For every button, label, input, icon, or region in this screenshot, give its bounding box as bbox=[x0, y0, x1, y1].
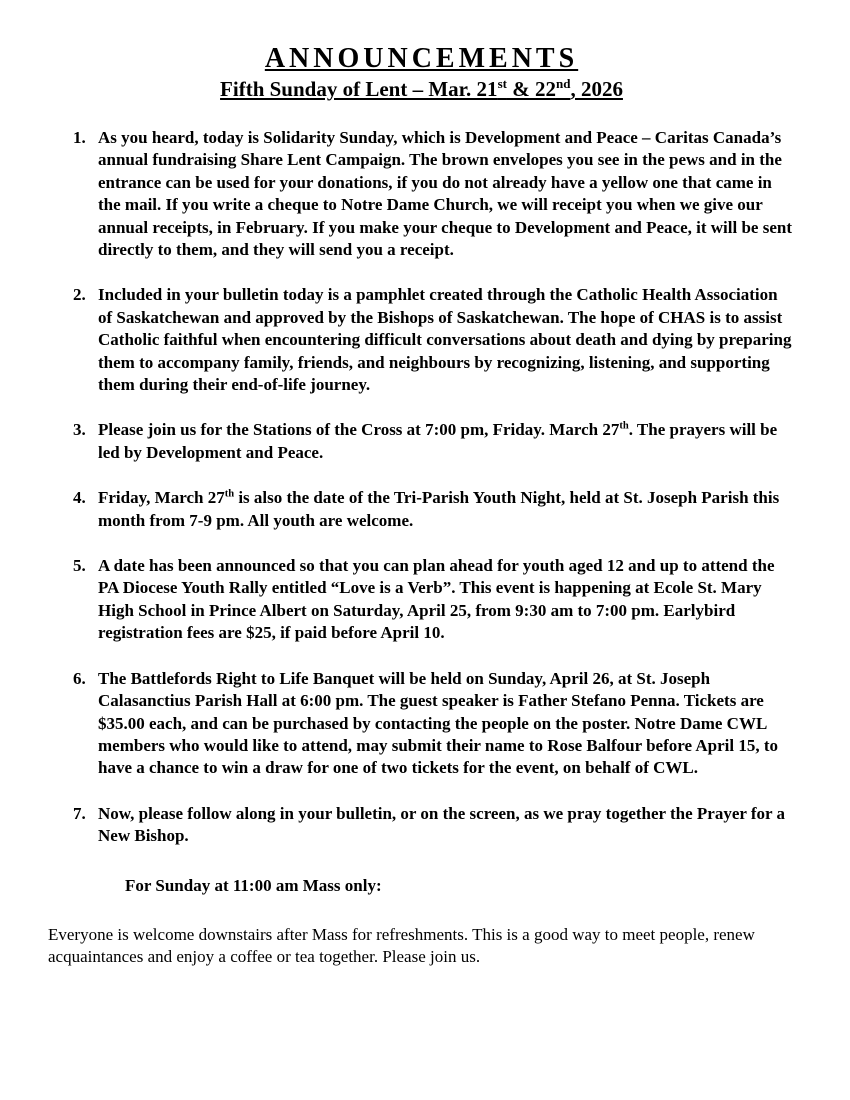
page-subtitle bbox=[48, 77, 795, 102]
announcement-item bbox=[73, 284, 795, 396]
page-title: ANNOUNCEMENTS bbox=[264, 43, 579, 74]
announcement-item bbox=[73, 419, 795, 464]
announcement-text: A date has been announced so that you can plan ahead for youth aged 12 and up to attend the PA Diocese Youth Rally entitled “Love is a Verb”. This event is happening at Ecole St. Mary High School in Prince Albert on Saturday, April 25, from 9:30 am to 7:00 pm. Earlybird registration fees are $25, if paid before April 10. bbox=[98, 556, 775, 643]
announcement-text: Please join us for the Stations of the Cross at 7:00 pm, Friday. March 27th. The prayers will be led by Development and Peace. bbox=[98, 420, 778, 462]
announcement-item bbox=[73, 668, 795, 780]
page-subtitle-text: Fifth Sunday of Lent – Mar. 21st & 22nd, 2026 bbox=[220, 75, 623, 101]
announcement-item bbox=[73, 555, 795, 645]
announcement-item bbox=[73, 127, 795, 261]
announcement-number: 3. bbox=[73, 420, 86, 440]
announcement-item bbox=[73, 803, 795, 848]
announcement-text: As you heard, today is Solidarity Sunday, which is Development and Peace – Caritas Canada’s annual fundraising Share Lent Campaign. The brown envelopes you see in the pews and in the entrance can be used for your donations, if you do not already have a yellow one that came in the mail. If you write a cheque to Notre Dame Church, we will receipt you when we give our annual receipts, in February. If you make your cheque to Development and Peace, it will be sent directly to them, and they will send you a receipt. bbox=[98, 127, 792, 260]
announcement-item bbox=[73, 487, 795, 532]
announcement-number: 5. bbox=[73, 556, 86, 576]
announcement-number: 7. bbox=[73, 803, 86, 823]
announcement-number: 1. bbox=[73, 127, 86, 147]
announcement-text: The Battlefords Right to Life Banquet will be held on Sunday, April 26, at St. Joseph Calasanctius Parish Hall at 6:00 pm. The guest speaker is Father Stefano Penna. Tickets are $35.00 each, and can be purchased by contacting the people on the poster. Notre Dame CWL members who would like to attend, may submit their name to Rose Balfour before April 15, to have a chance to win a draw for one of two tickets for the event, on behalf of CWL. bbox=[98, 668, 778, 778]
announcement-text: Included in your bulletin today is a pamphlet created through the Catholic Health Association of Saskatchewan and approved by the Bishops of Saskatchewan. The hope of CHAS is to assist Catholic faithful when encountering difficult conversations about death and dying by preparing them to accompany family, friends, and neighbours by recognizing, listening, and supporting them during their end-of-life journey. bbox=[98, 285, 792, 395]
announcement-number: 6. bbox=[73, 668, 86, 688]
announcement-number: 4. bbox=[73, 488, 86, 508]
page-header bbox=[48, 44, 795, 102]
announcement-text: Now, please follow along in your bulletin, or on the screen, as we pray together the Prayer for a New Bishop. bbox=[98, 803, 786, 846]
welcome-paragraph: Everyone is welcome downstairs after Mass for refreshments. This is a good way to meet people, renew acquaintances and enjoy a coffee or tea together. Please join us. bbox=[48, 924, 755, 967]
mass-note: For Sunday at 11:00 am Mass only: bbox=[125, 875, 382, 895]
announcement-number: 2. bbox=[73, 285, 86, 305]
announcements-list bbox=[48, 127, 795, 848]
announcement-text: Friday, March 27th is also the date of the Tri-Parish Youth Night, held at St. Joseph Parish this month from 7-9 pm. All youth are welcome. bbox=[98, 488, 780, 530]
